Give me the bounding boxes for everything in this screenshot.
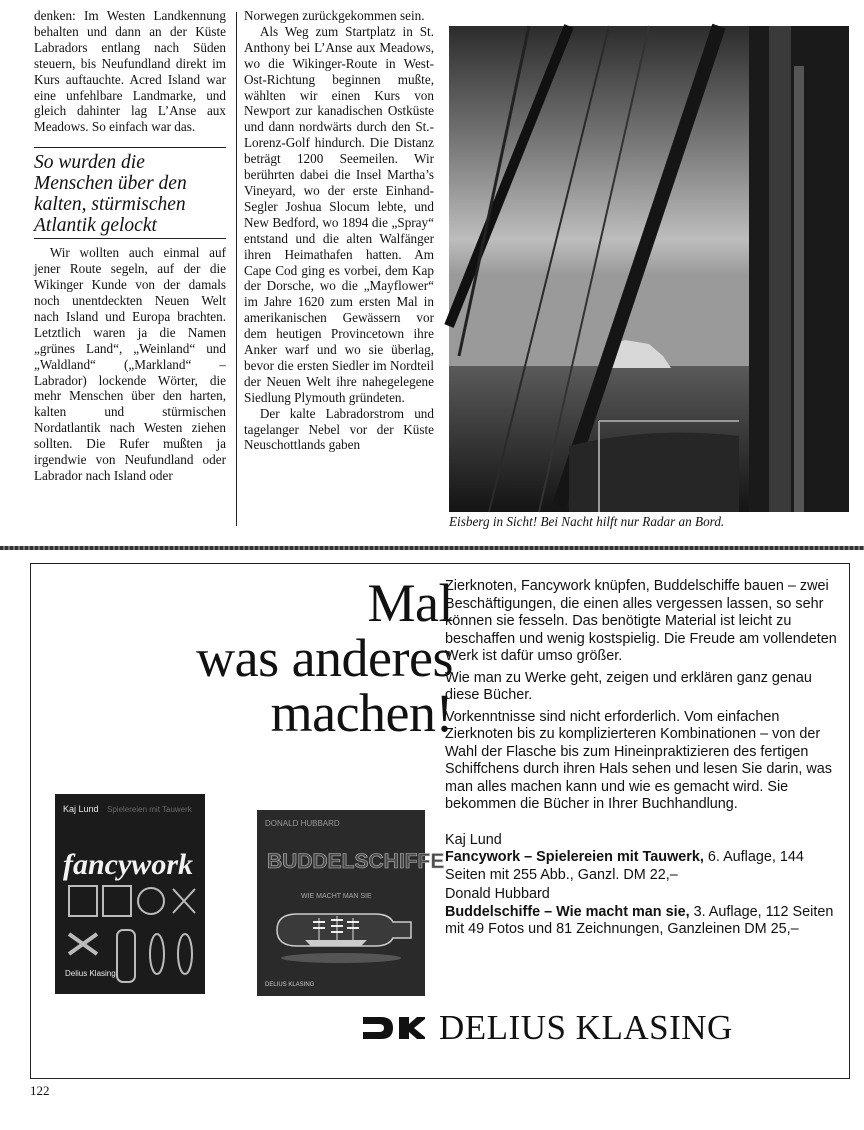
- column-divider: [236, 12, 237, 526]
- article-subheading: So wurden die Menschen über den kalten, stürmischen Atlantik gelockt: [34, 147, 226, 239]
- article-body-text: Wir wollten auch einmal auf jener Route segeln, auf der die Wikinger Kunde von der damals noch unentdeckten Neuen Welt nach Island und Europa brachten. Letztlich waren ja die Namen „grünes Land“, „Weinland“ und „Waldland“ („Markland“ – Labrador) lockende Wörter, die mehr Menschen über den harten, kalten und stürmischen Nordatlantik nach Westen ziehen sollten. Die Rufer mußten ja irgendwie von Neufundland oder Labrador nach Island oder: [34, 245, 226, 483]
- publisher-name: DELIUS KLASING: [439, 1008, 733, 1047]
- ad-copy: [445, 578, 841, 939]
- page-number: 122: [30, 1083, 50, 1098]
- book-entry: [445, 904, 841, 939]
- cover-subtitle: Spielereien mit Tauwerk: [107, 805, 192, 814]
- cover-publisher: DELIUS KLASING: [265, 982, 315, 988]
- fancywork-cover-art: [55, 794, 205, 994]
- dk-logo-icon: [363, 1013, 425, 1043]
- cover-author: Kaj Lund: [63, 804, 99, 814]
- cover-author: DONALD HUBBARD: [265, 819, 340, 828]
- book-details: 3. Auflage, 112 Seiten mit 49 Fotos und 81 Zeichnungen, Ganzleinen DM 25,–: [445, 903, 834, 937]
- book-details: 6. Auflage, 144 Seiten mit 255 Abb., Ganzl. DM 22,–: [445, 849, 804, 883]
- advertisement: [30, 563, 850, 1079]
- photo-illustration: [449, 26, 849, 512]
- book-list: [445, 832, 841, 939]
- sailboat-iceberg-photo: [449, 26, 849, 512]
- ad-headline: [196, 573, 453, 743]
- buddelschiffe-book-cover: [257, 810, 445, 996]
- ad-paragraph: Vorkenntnisse sind nicht erforderlich. Vom einfachen Zierknoten bis zu komplizierteren Kombinationen – von der Wahl der Flasche bis zum Hineinpraktizieren des fertigen Schiffchens durch ihren Hals sehen und lesen Sie darin, was man alles machen kann und wie es gemacht wird. Sie bekommen die Bücher in Ihrer Buchhandlung.: [445, 708, 832, 812]
- article-paragraph: Der kalte Labradorstrom und tagelanger Nebel vor der Küste Neuschottlands gaben: [244, 405, 434, 453]
- ad-paragraph: Zierknoten, Fancywork knüpfen, Buddelschiffe bauen – zwei Beschäftigungen, die einen alles vergessen lassen, so sehr können sie fesseln. Das benötigte Material ist leicht zu beschaffen und wenig kostspielig. Die Freude am vollendeten Werk ist dafür umso größer.: [445, 578, 837, 664]
- article-paragraph: Norwegen zurückgekommen sein.: [244, 8, 425, 23]
- cover-title: fancywork: [63, 848, 193, 881]
- book-author: Donald Hubbard: [445, 886, 550, 902]
- article-paragraph: Als Weg zum Startplatz in St. Anthony bei L’Anse aux Meadows, wo die Wikinger-Route in West-Ost-Richtung beginnen mußte, wählten wir einen Kurs von Newport zur kanadischen Ostküste und dann nordwärts durch den St.-Lorenz-Golf hindurch. Die Distanz beträgt 1200 Seemeilen. Wir berührten dabei die Insel Martha’s Vineyard, wo der erste Einhand-Segler Joshua Slocum lebte, und New Bedford, wo 1894 die „Spray“ entstand und die alten Walfänger ihren Heimathafen hatten. Am Cape Cod ging es vorbei, dem Kap der Dorsche, wo die „Mayflower“ im Jahre 1620 zum ersten Mal in amerikanischen Gewässern vor dem heutigen Provincetown ihre Anker warf und wo sie überlag, bevor die ersten Siedler im Nordteil der Neuen Welt ihre nahegelegene Siedlung Plymouth gründeten.: [244, 23, 434, 405]
- cover-publisher: Delius Klasing: [65, 969, 116, 978]
- article-column-2: [244, 8, 434, 453]
- fancywork-book-cover: [55, 794, 205, 994]
- photo-caption: Eisberg in Sicht! Bei Nacht hilft nur Radar an Bord.: [449, 514, 725, 529]
- ad-headline-line: machen!: [270, 683, 453, 743]
- cover-title: BUDDELSCHIFFE: [267, 850, 445, 873]
- cover-subtitle: WIE MACHT MAN SIE: [301, 893, 372, 900]
- book-entry: [445, 849, 841, 884]
- article-column-1: [34, 8, 226, 484]
- book-title: Fancywork – Spielereien mit Tauwerk,: [445, 849, 704, 865]
- ad-paragraph: Wie man zu Werke geht, zeigen und erklären ganz genau diese Bücher.: [445, 669, 812, 703]
- ad-headline-line: Mal: [367, 573, 453, 633]
- publisher-logo: [363, 1008, 733, 1048]
- ad-headline-line: was anderes: [196, 628, 453, 688]
- book-author: Kaj Lund: [445, 831, 502, 848]
- book-title: Buddelschiffe – Wie macht man sie,: [445, 903, 690, 920]
- article-intro-text: denken: Im Westen Landkennung behalten und dann an der Küste Labradors entlang nach Süden steuern, bis Neufundland direkt im Kurs auftauchte. Acred Island war eine unfehlbare Landmarke, und gleich dahinter lag L’Anse aux Meadows. So einfach war das.: [34, 8, 226, 135]
- buddelschiffe-cover-art: [257, 810, 445, 996]
- section-divider: [0, 546, 864, 550]
